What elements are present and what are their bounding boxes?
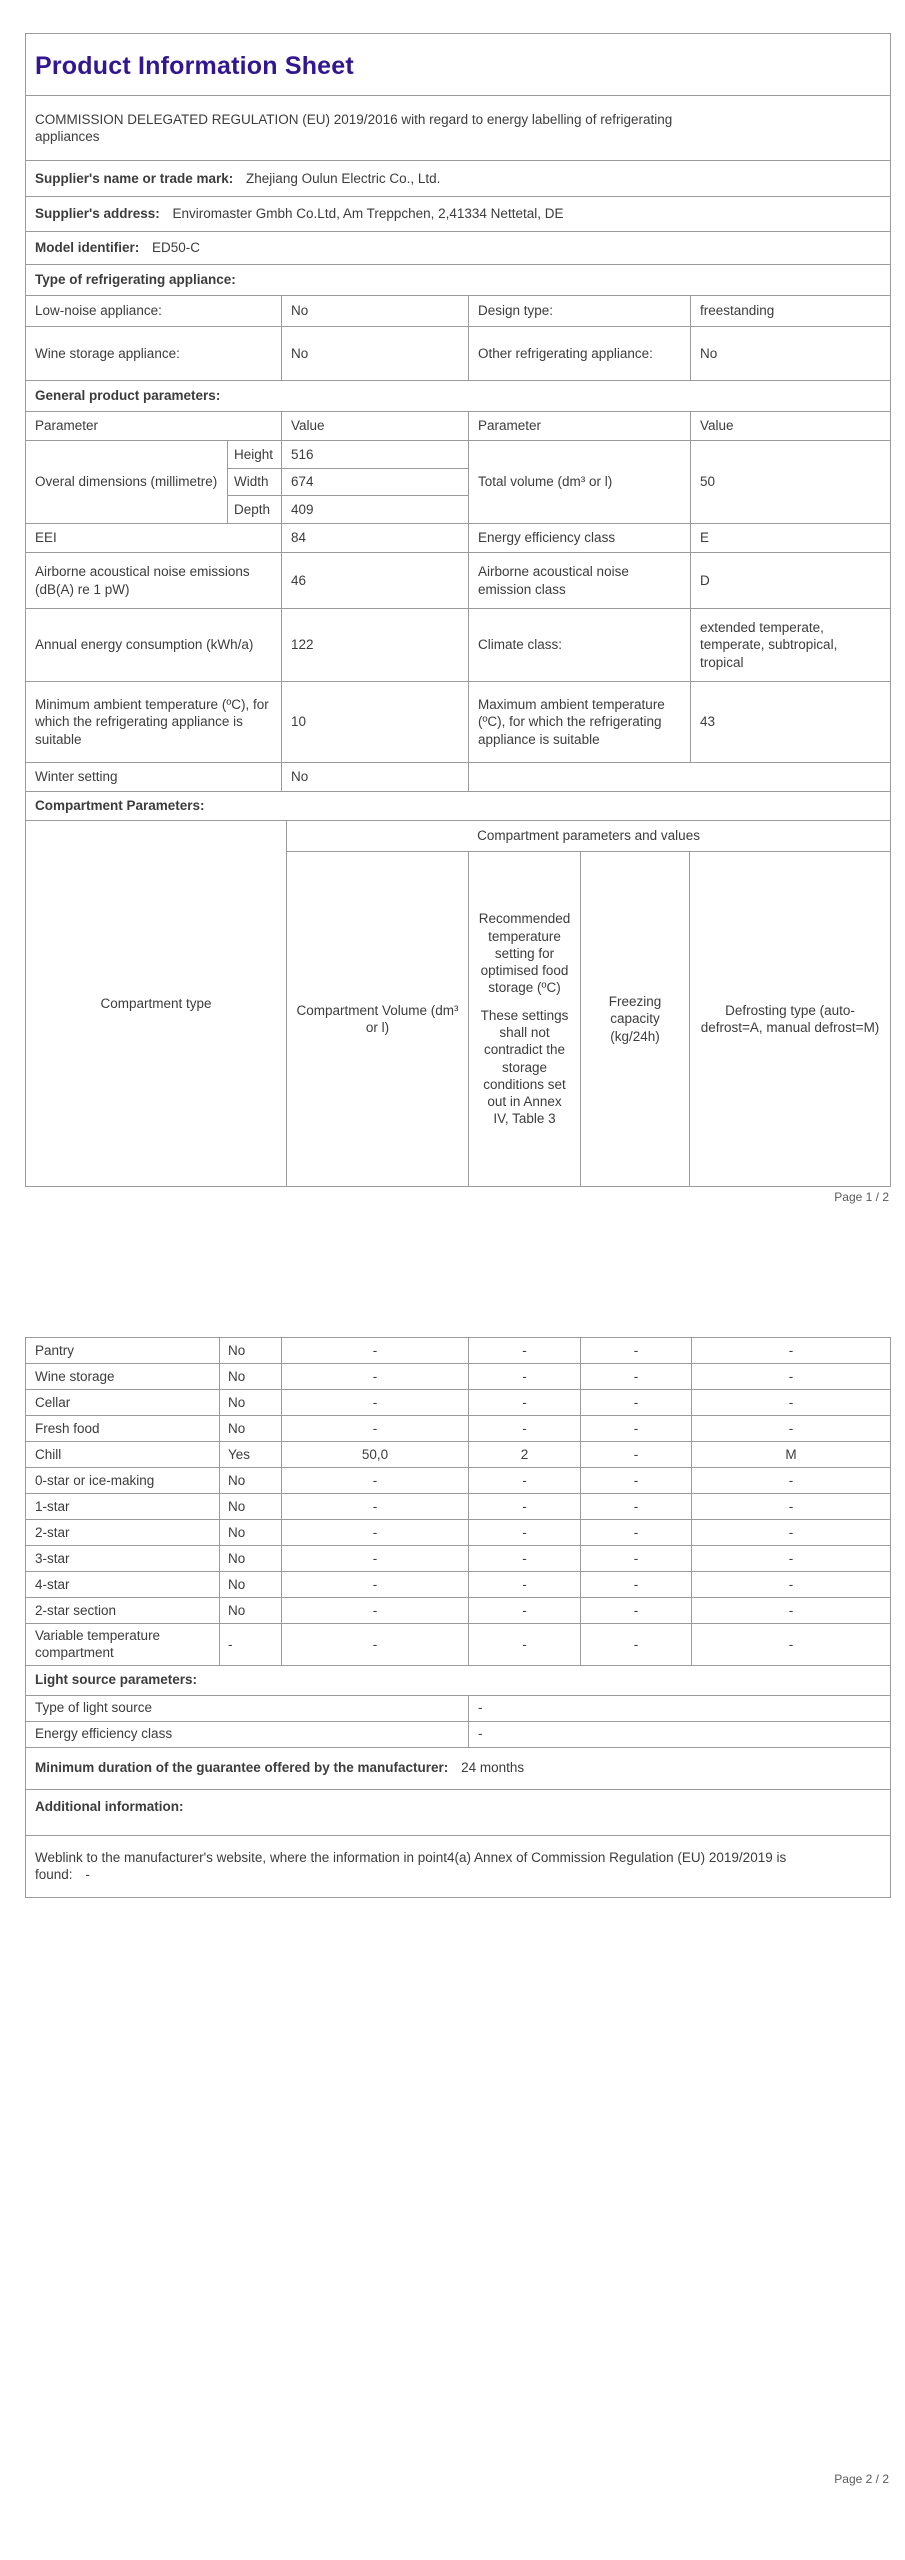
parameter-column-header-left: Parameter — [26, 412, 282, 441]
compartment-row — [26, 1338, 891, 1364]
winter-setting-label: Winter setting — [26, 763, 282, 792]
compartment-temp-cell: - — [469, 1416, 581, 1442]
guarantee-row — [26, 1747, 891, 1789]
other-appliance-label: Other refrigerating appliance: — [469, 327, 691, 381]
compartment-volume-cell: - — [282, 1364, 469, 1390]
light-source-type-value: - — [469, 1695, 891, 1721]
compartment-defrost-cell: - — [692, 1598, 891, 1624]
wine-storage-label: Wine storage appliance: — [26, 327, 282, 381]
compartment-volume-cell: 50,0 — [282, 1442, 469, 1468]
compartment-type-cell: 2-star section — [26, 1598, 220, 1624]
compartment-params-header: Compartment parameters and values — [287, 821, 891, 852]
compartment-type-cell: 0-star or ice-making — [26, 1468, 220, 1494]
compartment-volume-cell: - — [282, 1572, 469, 1598]
supplier-address-row — [26, 197, 891, 232]
light-source-section-header: Light source parameters: — [26, 1665, 891, 1695]
recommended-temp-header-line1: Recommended temperature setting for optimised food storage (ºC) — [478, 911, 571, 996]
compartment-defrost-cell: M — [692, 1442, 891, 1468]
compartment-volume-cell: - — [282, 1338, 469, 1364]
compartment-volume-cell: - — [282, 1546, 469, 1572]
compartment-row — [26, 1598, 891, 1624]
compartment-type-cell: Pantry — [26, 1338, 220, 1364]
width-label: Width — [228, 469, 282, 496]
compartment-defrost-cell: - — [692, 1572, 891, 1598]
additional-information-header: Additional information: — [26, 1789, 891, 1835]
compartment-row — [26, 1442, 891, 1468]
compartment-defrost-cell: - — [692, 1624, 891, 1666]
compartment-freezing-cell: - — [581, 1546, 692, 1572]
compartment-row — [26, 1364, 891, 1390]
annual-energy-value: 122 — [282, 609, 469, 682]
compartment-type-cell: 1-star — [26, 1494, 220, 1520]
compartment-type-cell: 2-star — [26, 1520, 220, 1546]
supplier-name-label: Supplier's name or trade mark: — [35, 170, 234, 186]
compartment-freezing-cell: - — [581, 1468, 692, 1494]
compartment-volume-cell: - — [282, 1624, 469, 1666]
design-type-label: Design type: — [469, 296, 691, 327]
compartment-temp-cell: - — [469, 1364, 581, 1390]
compartment-defrost-cell: - — [692, 1338, 891, 1364]
energy-class-value: E — [691, 524, 891, 553]
compartment-defrost-cell: - — [692, 1520, 891, 1546]
page2-table — [25, 1337, 891, 1898]
compartment-freezing-cell: - — [581, 1338, 692, 1364]
noise-emission-value: 46 — [282, 553, 469, 609]
compartment-type-header: Compartment type — [26, 821, 287, 1187]
compartment-defrost-cell: - — [692, 1364, 891, 1390]
compartment-flag-cell: - — [220, 1624, 282, 1666]
noise-emission-label: Airborne acoustical noise emissions (dB(A) re 1 pW) — [26, 553, 282, 609]
weblink-text — [35, 1849, 795, 1884]
general-section-header: General product parameters: — [26, 381, 891, 412]
light-energy-class-label: Energy efficiency class — [26, 1721, 469, 1747]
noise-class-label: Airborne acoustical noise emission class — [469, 553, 691, 609]
compartment-type-cell: 4-star — [26, 1572, 220, 1598]
compartment-rows — [26, 1338, 891, 1666]
value-column-header-right: Value — [691, 412, 891, 441]
compartment-type-cell: Variable temperature compartment — [26, 1624, 220, 1666]
compartment-temp-cell: - — [469, 1598, 581, 1624]
compartment-row — [26, 1468, 891, 1494]
page-1-sheet — [25, 33, 890, 1187]
compartment-temp-cell: - — [469, 1546, 581, 1572]
weblink-value: - — [85, 1867, 90, 1883]
compartment-temp-cell: - — [469, 1390, 581, 1416]
compartment-defrost-cell: - — [692, 1468, 891, 1494]
compartment-flag-cell: No — [220, 1338, 282, 1364]
min-ambient-temp-value: 10 — [282, 682, 469, 763]
compartment-freezing-cell: - — [581, 1494, 692, 1520]
model-identifier-label: Model identifier: — [35, 240, 140, 256]
compartment-temp-cell: - — [469, 1338, 581, 1364]
compartment-row — [26, 1546, 891, 1572]
compartment-flag-cell: No — [220, 1416, 282, 1442]
compartment-volume-cell: - — [282, 1598, 469, 1624]
compartment-temp-cell: - — [469, 1494, 581, 1520]
climate-class-value: extended temperate, temperate, subtropical, tropical — [691, 609, 891, 682]
design-type-value: freestanding — [691, 296, 891, 327]
total-volume-label: Total volume (dm³ or l) — [469, 441, 691, 524]
compartment-freezing-cell: - — [581, 1364, 692, 1390]
annual-energy-label: Annual energy consumption (kWh/a) — [26, 609, 282, 682]
compartment-type-cell: Chill — [26, 1442, 220, 1468]
page-2-sheet — [25, 1337, 890, 1898]
page-1-footer: Page 1 / 2 — [834, 1190, 889, 1204]
height-value: 516 — [282, 441, 469, 469]
compartment-type-cell: Wine storage — [26, 1364, 220, 1390]
compartment-flag-cell: No — [220, 1520, 282, 1546]
compartment-freezing-cell: - — [581, 1442, 692, 1468]
compartment-freezing-cell: - — [581, 1416, 692, 1442]
compartment-section-header: Compartment Parameters: — [26, 792, 891, 821]
compartment-volume-cell: - — [282, 1520, 469, 1546]
eei-label: EEI — [26, 524, 282, 553]
compartment-freezing-cell: - — [581, 1520, 692, 1546]
compartment-volume-cell: - — [282, 1416, 469, 1442]
compartment-temp-cell: - — [469, 1520, 581, 1546]
value-column-header-left: Value — [282, 412, 469, 441]
light-energy-class-value: - — [469, 1721, 891, 1747]
compartment-type-cell: 3-star — [26, 1546, 220, 1572]
compartment-row — [26, 1572, 891, 1598]
compartment-temp-cell: - — [469, 1624, 581, 1666]
guarantee-label: Minimum duration of the guarantee offered by the manufacturer: — [35, 1760, 449, 1776]
max-ambient-temp-value: 43 — [691, 682, 891, 763]
compartment-type-cell: Fresh food — [26, 1416, 220, 1442]
low-noise-value: No — [282, 296, 469, 327]
compartment-temp-cell: 2 — [469, 1442, 581, 1468]
regulation-text: COMMISSION DELEGATED REGULATION (EU) 2019/2016 with regard to energy labelling of refrigerating appliances — [35, 111, 673, 144]
compartment-flag-cell: No — [220, 1572, 282, 1598]
supplier-name-row — [26, 161, 891, 197]
compartment-volume-cell: - — [282, 1390, 469, 1416]
freezing-capacity-header: Freezing capacity (kg/24h) — [581, 852, 690, 1187]
compartment-volume-cell: - — [282, 1468, 469, 1494]
wine-storage-value: No — [282, 327, 469, 381]
low-noise-label: Low-noise appliance: — [26, 296, 282, 327]
compartment-flag-cell: No — [220, 1598, 282, 1624]
noise-class-value: D — [691, 553, 891, 609]
other-appliance-value: No — [691, 327, 891, 381]
page-title: Product Information Sheet — [35, 51, 354, 80]
parameter-column-header-right: Parameter — [469, 412, 691, 441]
compartment-flag-cell: No — [220, 1468, 282, 1494]
supplier-address-value: Enviromaster Gmbh Co.Ltd, Am Treppchen, 2,41334 Nettetal, DE — [172, 206, 564, 222]
compartment-defrost-cell: - — [692, 1546, 891, 1572]
model-identifier-row — [26, 232, 891, 265]
total-volume-value: 50 — [691, 441, 891, 524]
compartment-row — [26, 1520, 891, 1546]
max-ambient-temp-label: Maximum ambient temperature (ºC), for which the refrigerating appliance is suitable — [469, 682, 691, 763]
winter-setting-value: No — [282, 763, 469, 792]
supplier-address-label: Supplier's address: — [35, 206, 160, 222]
winter-setting-empty-cell — [469, 763, 891, 792]
page1-main-table — [25, 33, 891, 821]
min-ambient-temp-label: Minimum ambient temperature (ºC), for which the refrigerating appliance is suitable — [26, 682, 282, 763]
compartment-freezing-cell: - — [581, 1390, 692, 1416]
compartment-defrost-cell: - — [692, 1390, 891, 1416]
compartment-temp-cell: - — [469, 1572, 581, 1598]
compartment-row — [26, 1494, 891, 1520]
width-value: 674 — [282, 469, 469, 496]
weblink-row — [26, 1835, 891, 1897]
compartment-volume-header: Compartment Volume (dm³ or l) — [287, 852, 469, 1187]
compartment-flag-cell: Yes — [220, 1442, 282, 1468]
compartment-freezing-cell: - — [581, 1624, 692, 1666]
compartment-defrost-cell: - — [692, 1494, 891, 1520]
compartment-flag-cell: No — [220, 1364, 282, 1390]
compartment-header-table — [25, 820, 891, 1187]
guarantee-value: 24 months — [461, 1760, 525, 1776]
energy-class-label: Energy efficiency class — [469, 524, 691, 553]
eei-value: 84 — [282, 524, 469, 553]
recommended-temp-header-line2: These settings shall not contradict the storage conditions set out in Annex IV, Table 3 — [480, 1007, 569, 1127]
compartment-row — [26, 1416, 891, 1442]
compartment-flag-cell: No — [220, 1390, 282, 1416]
compartment-defrost-cell: - — [692, 1416, 891, 1442]
compartment-volume-cell: - — [282, 1494, 469, 1520]
compartment-flag-cell: No — [220, 1546, 282, 1572]
model-identifier-value: ED50-C — [152, 240, 201, 256]
height-label: Height — [228, 441, 282, 469]
recommended-temp-header — [469, 852, 581, 1187]
supplier-name-value: Zhejiang Oulun Electric Co., Ltd. — [246, 170, 441, 186]
title-cell — [26, 34, 891, 96]
depth-value: 409 — [282, 496, 469, 524]
compartment-row — [26, 1624, 891, 1666]
defrosting-type-header: Defrosting type (auto-defrost=A, manual defrost=M) — [690, 852, 891, 1187]
depth-label: Depth — [228, 496, 282, 524]
compartment-flag-cell: No — [220, 1494, 282, 1520]
compartment-type-cell: Cellar — [26, 1390, 220, 1416]
weblink-label: Weblink to the manufacturer's website, where the information in point4(a) Annex of Commission Regulation (EU) 2019/2019 is found: — [35, 1849, 787, 1883]
overall-dimensions-label: Overal dimensions (millimetre) — [26, 441, 228, 524]
compartment-temp-cell: - — [469, 1468, 581, 1494]
light-source-type-label: Type of light source — [26, 1695, 469, 1721]
type-section-header: Type of refrigerating appliance: — [26, 265, 891, 296]
compartment-freezing-cell: - — [581, 1598, 692, 1624]
compartment-row — [26, 1390, 891, 1416]
regulation-cell — [26, 96, 891, 161]
page-2-footer: Page 2 / 2 — [834, 2472, 889, 2486]
climate-class-label: Climate class: — [469, 609, 691, 682]
compartment-freezing-cell: - — [581, 1572, 692, 1598]
